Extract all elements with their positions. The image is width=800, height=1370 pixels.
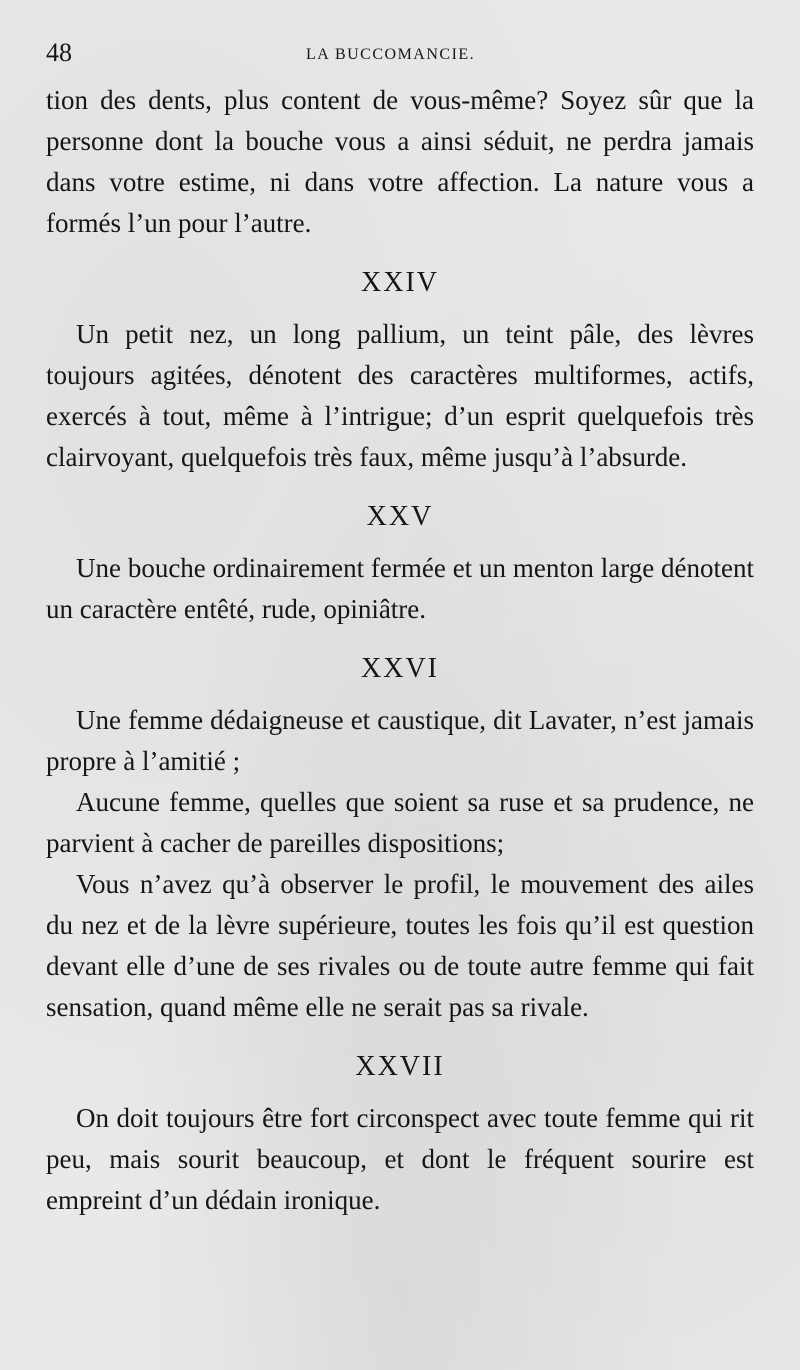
section-title-xxvi: XXVI — [361, 653, 439, 684]
section-title-xxvii: XXVII — [355, 1051, 445, 1082]
paragraph-xxiv: Un petit nez, un long pallium, un teint pâle, des lèvres toujours agitées, dénotent des caractères multiformes, actifs, exercés à tout, même à l’intrigue; d’un esprit quelquefois très clairvoyant, quelquefois très faux, même jusqu’à l’absurde. — [46, 319, 754, 472]
running-head — [46, 38, 754, 68]
paragraph-xxvii: On doit toujours être fort circonspect avec toute femme qui rit peu, mais sourit beaucoup, et dont le fréquent sourire est empreint d’un dédain ironique. — [46, 1103, 754, 1215]
paragraph-xxv: Une bouche ordinairement fermée et un menton large dénotent un caractère entêté, rude, opiniâtre. — [46, 553, 754, 624]
body-text — [46, 80, 754, 1221]
paragraph-continuation: tion des dents, plus content de vous-même? Soyez sûr que la personne dont la bouche vous a ainsi séduit, ne perdra jamais dans votre estime, ni dans votre affection. La nature vous a formés l’un pour l’autre. — [46, 85, 754, 238]
paragraph-xxvi-b: Aucune femme, quelles que soient sa ruse et sa prudence, ne parvient à cacher de pareilles dispositions; — [46, 787, 754, 858]
page-number: 48 — [46, 38, 72, 67]
running-title: LA BUCCOMANCIE. — [306, 46, 476, 63]
paragraph-xxvi-a: Une femme dédaigneuse et caustique, dit Lavater, n’est jamais propre à l’amitié ; — [46, 705, 754, 776]
section-title-xxiv: XXIV — [361, 267, 439, 298]
section-title-xxv: XXV — [366, 501, 434, 532]
paragraph-xxvi-c: Vous n’avez qu’à observer le profil, le mouvement des ailes du nez et de la lèvre supérieure, toutes les fois qu’il est question devant elle d’une de ses rivales ou de toute autre femme qui fait sensation, quand même elle ne serait pas sa rivale. — [46, 869, 754, 1022]
